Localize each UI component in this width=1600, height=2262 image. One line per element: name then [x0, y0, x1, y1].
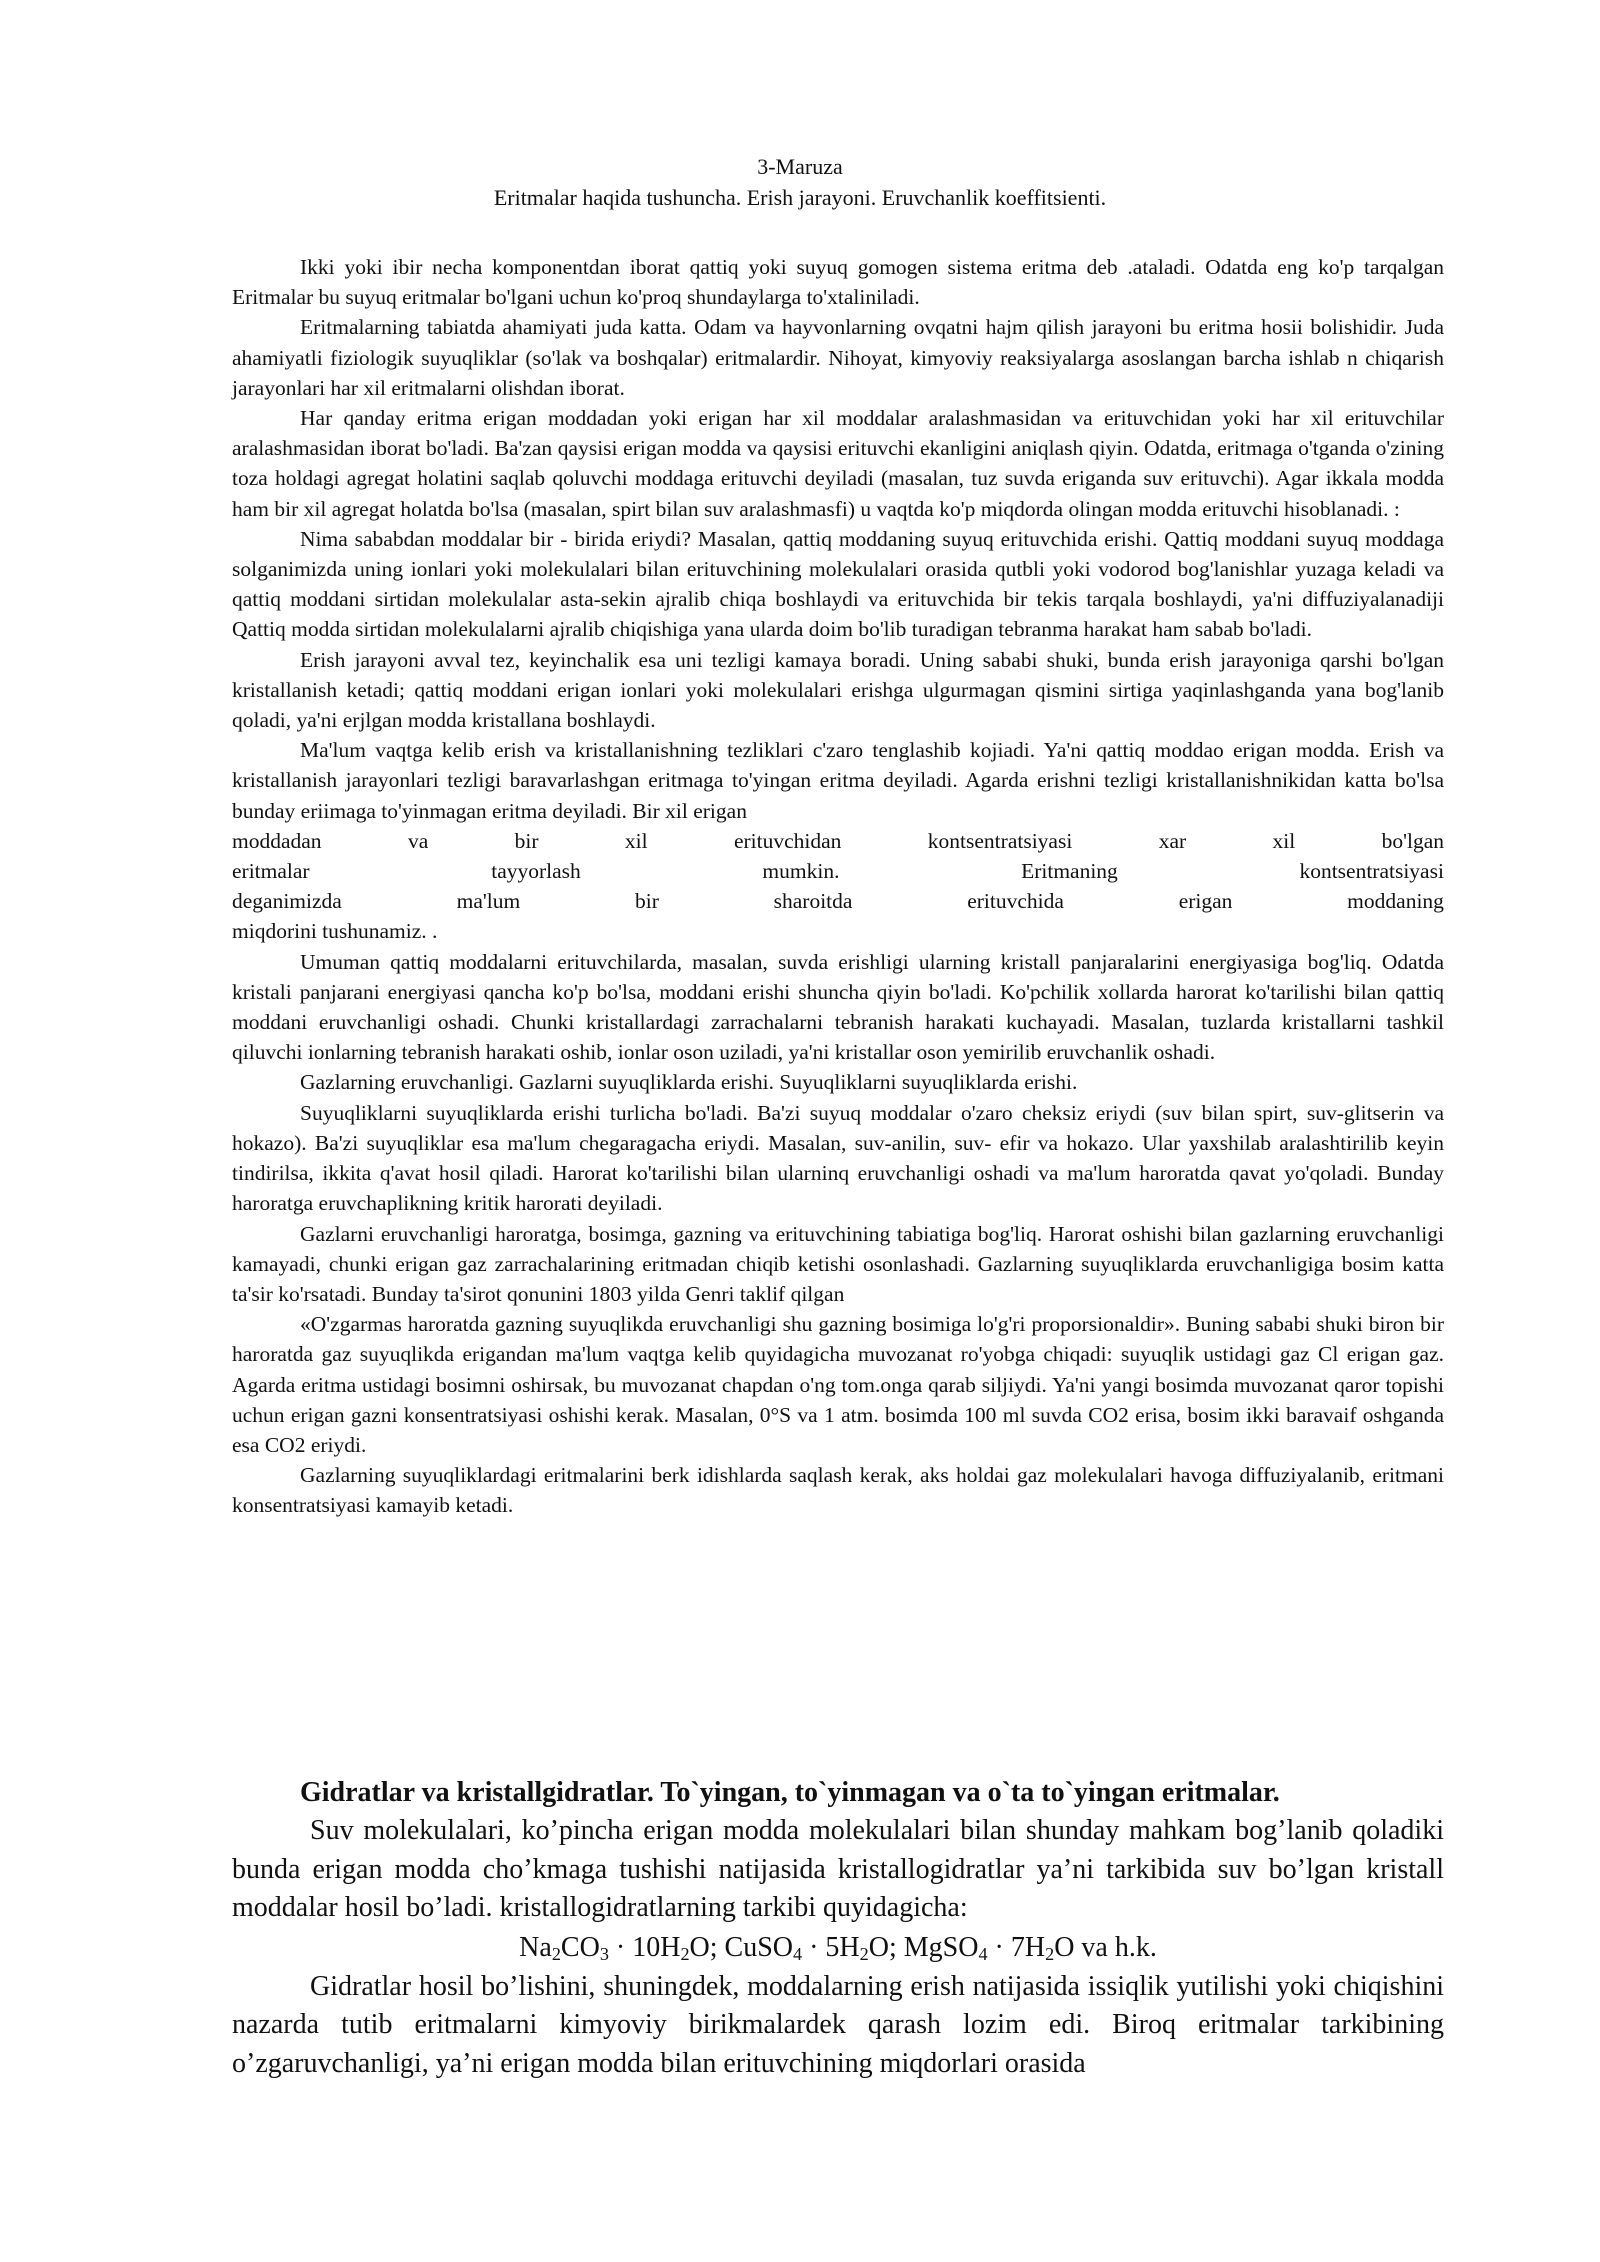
word: moddaning: [1347, 889, 1444, 914]
paragraph: Har qanday eritma erigan moddadan yoki erigan har xil moddalar aralashmasidan va erituvchidan yoki har xil erituvchilar aralashmasidan iborat bo'ladi. Ba'zan qaysisi erigan modda va qaysisi erituvchi ekanligini aniqlash qiyin. Odatda, eritmaga o'tganda o'zining toza holdagi agregat holatini saqlab qoluvchi moddaga erituvchi deyiladi (masalan, tuz suvda eriganda suv erituvchi). Agar ikkala modda ham bir xil agregat holatda bo'lsa (masalan, spirt bilan suv aralashmasfi) u vaqtda ko'p miqdorda olingan modda erituvchi hisoblanadi. :: [232, 406, 1444, 521]
word: eritmalar: [232, 859, 310, 884]
word: deganimizda: [232, 889, 342, 914]
word: erituvchidan: [733, 828, 842, 853]
paragraph: Gidratlar hosil bo’lishini, shuningdek, moddalarning erish natijasida issiqlik yutilishi yoki chiqishini nazarda tutib eritmalarni kimyoviy birikmalardek qarash lozim edi. Biroq eritmalar tarkibining o’zgaruvchanligi, ya’ni erigan modda bilan erituvchining miqdorlari orasida: [232, 1970, 1444, 2079]
word: erigan: [1178, 889, 1233, 914]
paragraph: Suyuqliklarni suyuqliklarda erishi turlicha bo'ladi. Ba'zi suyuq moddalar o'zaro cheksiz eriydi (suv bilan spirt, suv-glitserin va hokazo). Ba'zi suyuqliklar esa ma'lum chegaragacha eriydi. Masalan, suv-anilin, suv- efir va hokazo. Ular yaxshilab aralashtirilib keyin tindirilsa, ikkita q'avat hosil qiladi. Harorat ko'tarilishi bilan ularninq eruvchanligi oshadi va ma'lum haroratda qavat yo'qoladi. Bunday haroratga eruvchaplikning kritik harorati deyiladi.: [232, 1100, 1444, 1216]
word: xil: [624, 828, 648, 853]
word: kontsentratsiyasi: [927, 828, 1073, 853]
section-hydrates: [232, 1774, 1444, 2083]
paragraph: Ikki yoki ibir necha komponentdan iborat qattiq yoki suyuq gomogen sistema eritma deb .ataladi. Odatda eng ko'p tarqalgan Eritmalar bu suyuq eritmalar bo'lgani uchun ko'proq shundaylarga to'xtaliniladi.: [232, 255, 1444, 310]
paragraph-end: miqdorini tushunamiz. .: [232, 919, 438, 944]
word: mumkin.: [762, 859, 840, 884]
paragraph: Umuman qattiq moddalarni erituvchilarda, masalan, suvda erishligi ularning kristall panjaralarini energiyasiga bog'liq. Odatda kristali panjarani energiyasi qancha ko'p bo'lsa, moddani erishi shuncha qiyin bo'ladi. Ko'pchilik xollarda harorat ko'tarilishi bilan qattiq moddani eruvchanligi oshadi. Chunki kristallardagi zarrachalarni tebranish harakati kuchayadi. Masalan, tuzlarda kristallarni tashkil qiluvchi ionlarning tebranish harakati oshib, ionlar oson uziladi, ya'ni kristallar oson yemirilib eruvchanlik oshadi.: [232, 949, 1444, 1065]
paragraph: Gazlarning suyuqliklardagi eritmalarini berk idishlarda saqlash kerak, aks holdai gaz molekulalari havoga diffuziyalanib, eritmani konsentratsiyasi kamayib ketadi.: [232, 1463, 1444, 1518]
paragraph: Nima sababdan moddalar bir - birida eriydi? Masalan, qattiq moddaning suyuq erituvchida erishi. Qattiq moddani suyuq moddaga solganimizda uning ionlari yoki molekulalari bilan erituvchining molekulalari orasida qutbli yoki vodorod bog'lanishlar yuzaga keladi va qattiq moddani sirtidan molekulalar asta-sekin ajralib chiqa boshlaydi va erituvchida bir tekis tarqala boshlaydi, ya'ni diffuziyalanadiji Qattiq modda sirtidan molekulalarni ajralib chiqishiga yana ularda doim bo'lib turadigan tebranma harakat ham sabab bo'ladi.: [232, 526, 1444, 642]
word: bir: [514, 828, 539, 853]
paragraph: Erish jarayoni avval tez, keyinchalik esa uni tezligi kamaya boradi. Uning sababi shuki, bunda erish jarayoniga qarshi bo'lgan kristallanish ketadi; qattiq moddani erigan ionlari yoki molekulalari erishga ulgurmagan qismini sirtiga yaqinlashganda yana bog'lanib qoladi, ya'ni erjlgan modda kristallana boshlaydi.: [232, 647, 1444, 733]
lecture-title: Eritmalar haqida tushuncha. Erish jarayoni. Eruvchanlik koeffitsienti.: [493, 185, 1107, 210]
word: sharoitda: [773, 889, 853, 914]
word: xil: [1272, 828, 1296, 853]
main-text: [232, 252, 1444, 1521]
word: tayyorlash: [491, 859, 581, 884]
spread-line: [232, 856, 1444, 886]
paragraph: Eritmalarning tabiatda ahamiyati juda katta. Odam va hayvonlarning ovqatni hajm qilish jarayoni bu eritma hosii bolishidir. Juda ahamiyatli fiziologik suyuqliklar (so'lak va boshqalar) eritmalardir. Nihoyat, kimyoviy reaksiyalarga asoslangan barcha ishlab n chiqarish jarayonlari har xil eritmalarni olishdan iborat.: [232, 315, 1444, 400]
paragraph: Suv molekulalari, ko’pincha erigan modda molekulalari bilan shunday mahkam bog’lanib qoladiki bunda erigan modda cho’kmaga tushishi natijasida kristallogidratlar ya’ni tarkibida suv bo’lgan kristall moddalar hosil bo’ladi. kristallogidratlarning tarkibi quyidagicha:: [232, 1815, 1444, 1923]
paragraph: Gazlarning eruvchanligi. Gazlarni suyuqliklarda erishi. Suyuqliklarni suyuqliklarda erishi.: [300, 1070, 1078, 1095]
chemical-formulas: $Na_2CO_3 \cdot 10H_2O$; CuSO$_4$ · $5H_2O$; MgSO$_4$ · $7H_2O$ va h.k.: [519, 1931, 1157, 1964]
word: bo'lgan: [1381, 828, 1444, 853]
section-heading: Gidratlar va kristallgidratlar. To`yingan, to`yinmagan va o`ta to`yingan eritmalar.: [300, 1777, 1280, 1808]
paragraph: Gazlarni eruvchanligi haroratga, bosimga, gazning va erituvchining tabiatiga bog'liq. Harorat oshishi bilan gazlarning eruvchanligi kamayadi, chunki erigan gaz zarrachalarining eritmadan chiqib ketishi osonlashadi. Gazlarning suyuqliklarda eruvchanligiga bosim katta ta'sir ko'rsatadi. Bunday ta'sirot qonunini 1803 yilda Genri taklif qilgan: [232, 1221, 1444, 1306]
spread-line: [232, 886, 1444, 916]
paragraph: Ma'lum vaqtga kelib erish va kristallanishning tezliklari c'zaro tenglashib kojiadi. Ya'ni qattiq moddao erigan modda. Erish va kristallanish jarayonlari tezligi baravarlashgan eritmaga to'yingan eritma deyiladi. Agarda erishni tezligi kristallanishnikidan katta bo'lsa bunday eriimaga to'yinmagan eritma deyiladi. Bir xil erigan: [232, 738, 1444, 823]
word: ma'lum: [456, 889, 521, 914]
paragraph: «O'zgarmas haroratda gazning suyuqlikda eruvchanligi shu gazning bosimiga lo'g'ri proporsionaldir». Buning sababi shuki biron bir haroratda gaz suyuqlikda erigandan ma'lum vaqtga kelib quyidagicha muvozanat ro'yobga chiqadi: suyuqlik ustidagi gaz Cl erigan gaz. Agarda eritma ustidagi bosimni oshirsak, bu muvozanat chapdan o'ng tom.onga qarab siljiydi. Ya'ni yangi bosimda muvozanat qaror topishi uchun erigan gazni konsentratsiyasi oshishi kerak. Masalan, 0°S va 1 atm. bosimda 100 ml suvda CO2 erisa, bosim ikki baravaif oshganda esa CO2 eriydi.: [232, 1312, 1444, 1457]
word: Eritmaning: [1021, 859, 1118, 884]
word: kontsentratsiyasi: [1299, 859, 1444, 884]
word: va: [407, 828, 429, 853]
word: moddadan: [232, 828, 322, 853]
word: xar: [1158, 828, 1187, 853]
word: bir: [634, 889, 659, 914]
spread-line: [232, 826, 1444, 856]
lecture-number: 3-Maruza: [757, 154, 843, 179]
word: erituvchida: [967, 889, 1064, 914]
